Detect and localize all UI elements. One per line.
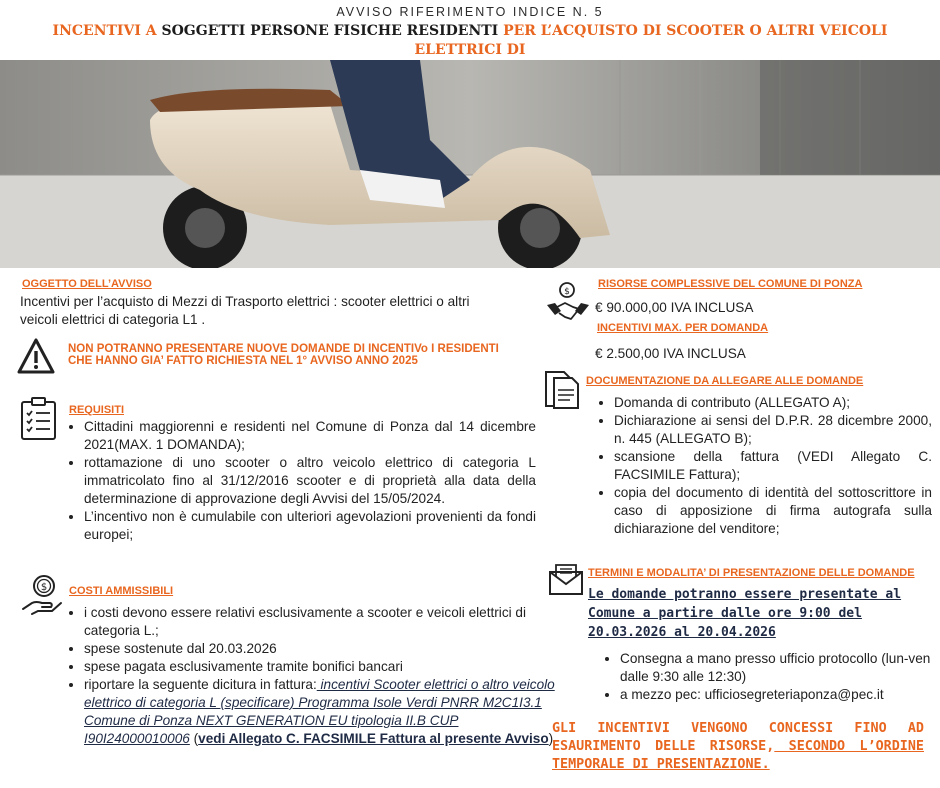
documents-icon xyxy=(542,368,582,415)
list-item: • Domanda di contributo (ALLEGATO A); xyxy=(614,394,932,412)
title-part-1: INCENTIVI A xyxy=(52,23,157,39)
documentazione-list xyxy=(592,394,932,538)
risorse-amount: € 90.000,00 IVA INCLUSA xyxy=(595,300,754,315)
allegato-c-link[interactable]: vedi Allegato C. FACSIMILE Fattura al presente Avviso xyxy=(198,731,549,746)
costi-heading: COSTI AMMISSIBILI xyxy=(69,585,174,597)
svg-text:$: $ xyxy=(564,287,570,297)
documentazione-heading: DOCUMENTAZIONE DA ALLEGARE ALLE DOMANDE xyxy=(586,375,864,387)
requisiti-list xyxy=(62,418,536,544)
list-item: • scansione della fattura (VEDI Allegato C. FACSIMILE Fattura); xyxy=(614,448,932,484)
termini-heading: TERMINI E MODALITA’ DI PRESENTAZIONE DELLE DOMANDE xyxy=(588,567,915,579)
list-item: • spese pagata esclusivamente tramite bonifici bancari xyxy=(84,658,560,676)
list-item: • spese sostenute dal 20.03.2026 xyxy=(84,640,560,658)
list-item: • L’incentivo non è cumulabile con ulteriori agevolazioni provenienti da fondi europei; xyxy=(84,508,536,544)
list-item: • rottamazione di uno scooter o altro veicolo elettrico di categoria L immatricolato fino al 31/12/2016 scooter e di proprietà alla data della determinazione di approvazione degli Avvisi del 15/05/2024. xyxy=(84,454,536,508)
list-item: • Cittadini maggiorenni e residenti nel Comune di Ponza dal 14 dicembre 2021(MAX. 1 DOMANDA); xyxy=(84,418,536,454)
title-part-3: PER L’ACQUISTO DI SCOOTER O ALTRI VEICOLI ELETTRICI DI xyxy=(414,23,888,58)
notice-reference: AVVISO RIFERIMENTO INDICE N. 5 xyxy=(336,5,604,19)
warning-icon xyxy=(16,337,56,382)
footer-notice: GLI INCENTIVI VENGONO CONCESSI FINO AD ESAURIMENTO DELLE RISORSE, SECONDO L’ORDINE TEMPORALE DI PRESENTAZIONE. xyxy=(552,721,924,772)
list-item: • i costi devono essere relativi esclusivamente a scooter e veicoli elettrici di categoria L.; xyxy=(84,604,560,640)
hero-scooter-photo xyxy=(0,60,940,268)
mail-icon xyxy=(548,562,584,601)
oggetto-text: Incentivi per l’acquisto di Mezzi di Trasporto elettrici : scooter elettrici o altri veicoli elettrici di categoria L1 . xyxy=(20,294,470,327)
svg-text:$: $ xyxy=(40,582,48,593)
oggetto-heading: OGGETTO DELL’AVVISO xyxy=(22,278,152,290)
warning-text: NON POTRANNO PRESENTARE NUOVE DOMANDE DI INCENTIVo I RESIDENTI CHE HANNO GIA’ FATTO RICHIESTA NEL 1° AVVISO ANNO 2025 xyxy=(68,343,499,367)
list-item: • copia del documento di identità del sottoscrittore in caso di apposizione di firma autografa sulla dichiarazione del venditore; xyxy=(614,484,932,538)
termini-deadline: Le domande potranno essere presentate al Comune a partire dalle ore 9:00 del 20.03.2026 al 20.04.2026 xyxy=(588,587,902,640)
coin-hand-icon xyxy=(20,573,64,622)
incentivi-max-amount: € 2.500,00 IVA INCLUSA xyxy=(595,346,746,361)
list-item: • riportare la seguente dicitura in fattura: incentivi Scooter elettrici o altro veicolo elettrico di categoria L (specificare) Programma Isole Verdi PNRR M2C1I3.1 Comune di Ponza NEXT GENERATION EU tipologia II.B CUP I90I24000010006 (vedi Allegato C. FACSIMILE Fattura al presente Avviso) xyxy=(84,676,560,748)
list-item: • Consegna a mano presso ufficio protocollo (lun-ven dalle 9:30 alle 12:30) xyxy=(620,650,940,686)
title-part-2: SOGGETTI PERSONE FISICHE RESIDENTI xyxy=(161,23,499,39)
termini-list xyxy=(598,650,940,704)
list-item: • Dichiarazione ai sensi del D.P.R. 28 dicembre 2000, n. 445 (ALLEGATO B); xyxy=(614,412,932,448)
invoice-wording: incentivi Scooter elettrici o altro veicolo elettrico di categoria L (specificare) Programma Isole Verdi PNRR M2C1I3.1 Comune di Ponza NEXT GENERATION EU tipologia II.B CUP I90I24000010006 xyxy=(84,677,555,746)
incentivi-max-heading: INCENTIVI MAX. PER DOMANDA xyxy=(597,322,769,334)
risorse-heading: RISORSE COMPLESSIVE DEL COMUNE DI PONZA xyxy=(598,278,863,290)
money-handshake-icon xyxy=(545,281,591,332)
list-item: • a mezzo pec: ufficiosegreteriaponza@pec.it xyxy=(620,686,940,704)
requisiti-heading: REQUISITI xyxy=(69,404,125,416)
checklist-icon xyxy=(20,397,58,446)
costi-list xyxy=(62,604,560,748)
